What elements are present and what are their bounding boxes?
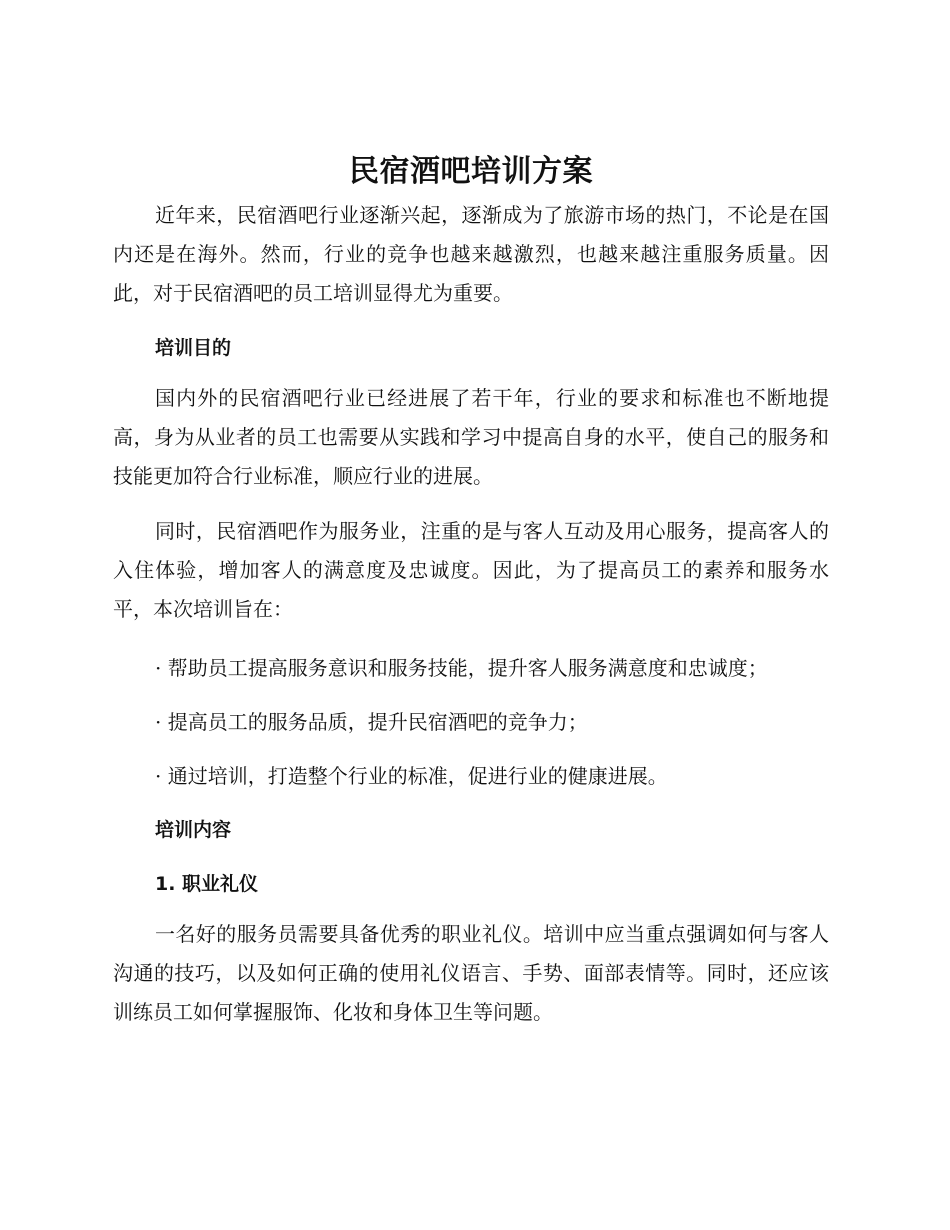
spacer <box>113 363 829 379</box>
bullet-item: · 帮助员工提高服务意识和服务技能，提升客人服务满意度和忠诚度； <box>155 656 768 680</box>
document-title: 民宿酒吧培训方案 <box>349 154 593 189</box>
intro-paragraph: 近年来，民宿酒吧行业逐渐兴起，逐渐成为了旅游市场的热门，不论是在国内还是在海外。然而，行业的竞争也越来越激烈，也越来越注重服务质量。因此，对于民宿酒吧的员工培训显得尤为重要。 <box>113 203 829 305</box>
section-heading-content: 培训内容 <box>155 819 232 841</box>
purpose-paragraph-2: 同时，民宿酒吧作为服务业，注重的是与客人互动及用心服务，提高客人的入住体验，增加客人的满意度及忠诚度。因此，为了提高员工的素养和服务水平，本次培训旨在： <box>113 519 829 621</box>
etiquette-paragraph: 一名好的服务员需要具备优秀的职业礼仪。培训中应当重点强调如何与客人沟通的技巧，以及如何正确的使用礼仪语言、手势、面部表情等。同时，还应该训练员工如何掌握服饰、化妆和身体卫生等问题。 <box>113 922 829 1024</box>
spacer <box>113 683 829 707</box>
section-heading-purpose: 培训目的 <box>155 337 232 359</box>
spacer <box>113 496 829 512</box>
document-body <box>113 150 829 1032</box>
spacer <box>113 313 829 333</box>
spacer <box>113 791 829 815</box>
spacer <box>113 629 829 653</box>
bullet-item: · 通过培训，打造整个行业的标准，促进行业的健康进展。 <box>155 764 668 788</box>
subsection-heading-etiquette: 1. 职业礼仪 <box>155 873 259 895</box>
spacer <box>113 899 829 915</box>
bullet-item: · 提高员工的服务品质，提升民宿酒吧的竞争力； <box>155 710 588 734</box>
purpose-paragraph-1: 国内外的民宿酒吧行业已经进展了若干年，行业的要求和标准也不断地提高，身为从业者的员工也需要从实践和学习中提高自身的水平，使自己的服务和技能更加符合行业标准，顺应行业的进展。 <box>113 386 829 488</box>
spacer <box>113 845 829 869</box>
spacer <box>113 737 829 761</box>
